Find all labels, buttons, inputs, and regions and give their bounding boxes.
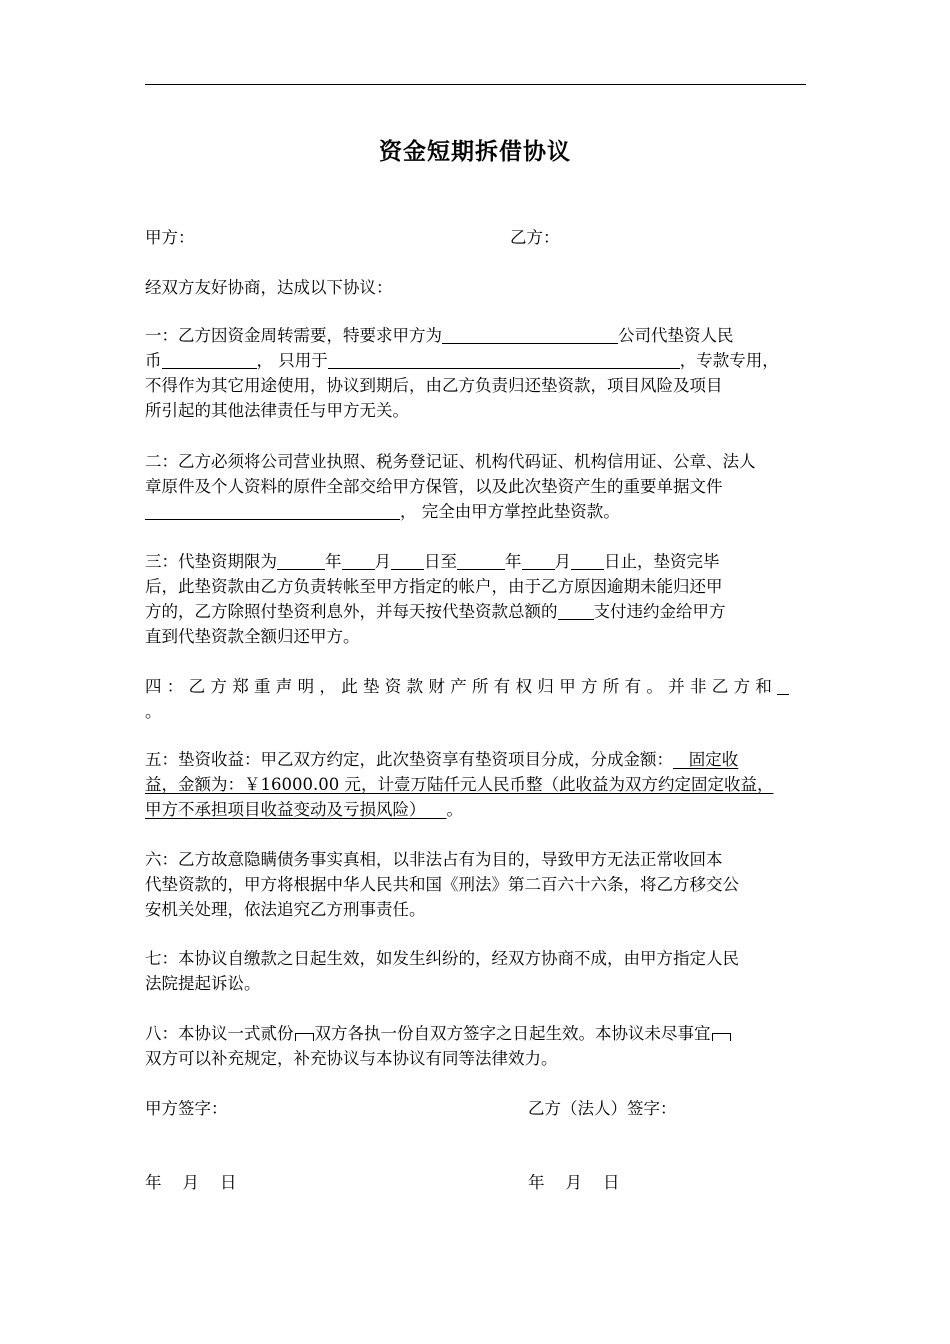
income-amount-text: 益，金额为：￥16000.00 元，计壹万陆仟元人民币整（此收益为双方约定固定收益， [145,775,774,794]
clause5-line3 [145,798,820,822]
clause4-text: 四：乙方郑重声明，此垫资款财产所有权归甲方所有。并非乙方和 [145,677,778,696]
purpose-blank[interactable] [328,351,680,369]
penalty-rate-blank[interactable] [558,602,594,620]
clause1-text: ，专款专用， [679,351,779,370]
clause3-text: 三：代垫资期限为 [145,552,277,571]
clause2-line3 [145,500,820,524]
year-label: 年 [505,552,522,571]
clause1-line4: 所引起的其他法律责任与甲方无关。 [145,401,409,420]
start-year-blank[interactable] [277,552,325,570]
clause8-text: 双方各执一份自双方签字之日起生效。本协议未尽事宜 [314,1024,711,1043]
amount-blank[interactable] [162,351,257,369]
party-a-label: 甲方： [145,228,195,247]
party-a-signature-label: 甲方签字： [145,1099,228,1118]
clause3-line3 [145,600,820,624]
party-b-label: 乙方： [510,228,560,247]
day-end-label: 日止，垫资完毕 [604,552,720,571]
clause7-line2: 法院提起诉讼。 [145,974,261,993]
income-risk-text: 甲方不承担项目收益变动及亏损风险） [145,800,447,819]
end-day-blank[interactable] [571,552,604,570]
clause3-line2: 后，此垫资款由乙方负责转帐至甲方指定的帐户，由于乙方原因逾期未能归还甲 [145,577,723,596]
fixed-income-text: 固定收 [673,750,739,769]
clause5-end: 。 [446,800,463,819]
clause5-text: 五：垫资收益：甲乙双方约定，此次垫资享有垫资项目分成，分成金额： [145,750,673,769]
end-year-blank[interactable] [457,552,505,570]
clause1-text: 一：乙方因资金周转需要，特要求甲方为 [145,326,442,345]
clause8-line2: 双方可以补充规定，补充协议与本协议有同等法律效力。 [145,1049,558,1068]
clause6-line2: 代垫资款的，甲方将根据中华人民共和国《刑法》第二百六十六条，将乙方移交公 [145,875,739,894]
day-to-label: 日至 [424,552,457,571]
year-label: 年 [325,552,342,571]
clause2-line2: 章原件及个人资料的原件全部交给甲方保管，以及此次垫资产生的重要单据文件 [145,477,723,496]
party-a-date: 年 月 日 [145,1173,237,1192]
document-title: 资金短期拆借协议 [379,138,571,165]
clause4-blank[interactable] [777,677,789,695]
clause8-text: 八：本协议一式贰份 [145,1024,294,1043]
clause4-line2: 。 [145,702,162,721]
clause8-line1 [145,1022,820,1046]
clause3-line4: 直到代垫资款全额归还甲方。 [145,627,360,646]
bracket-mark-icon [295,1033,314,1041]
clause3-line1 [145,550,820,574]
company-blank[interactable] [442,326,618,344]
clause1-text: ， 只用于 [256,351,328,370]
clause6-line3: 安机关处理，依法追究乙方刑事责任。 [145,900,426,919]
clause6-line1: 六：乙方故意隐瞒债务事实真相，以非法占有为目的，导致甲方无法正常收回本 [145,850,723,869]
clause5-line2 [145,773,820,797]
clause1-line3: 不得作为其它用途使用，协议到期后，由乙方负责归还垫资款，项目风险及项目 [145,376,723,395]
clause1-text: 币 [145,351,162,370]
party-b-date: 年 月 日 [528,1173,620,1192]
bracket-mark-icon [712,1033,731,1041]
documents-blank[interactable] [145,502,400,520]
clause2-line1: 二：乙方必须将公司营业执照、税务登记证、机构代码证、机构信用证、公章、法人 [145,452,756,471]
party-b-signature-label: 乙方（法人）签字： [528,1099,677,1118]
clause3-text: 方的，乙方除照付垫资利息外，并每天按代垫资款总额的 [145,602,558,621]
clause1-line1 [145,324,820,348]
header-rule [145,84,806,85]
start-day-blank[interactable] [391,552,424,570]
clause5-line1 [145,748,820,772]
clause4-line1 [145,675,820,699]
end-month-blank[interactable] [522,552,555,570]
month-label: 月 [374,552,391,571]
clause2-text: ， 完全由甲方掌控此垫资款。 [400,502,620,521]
intro-text: 经双方友好协商，达成以下协议： [145,278,393,297]
clause7-line1: 七：本协议自缴款之日起生效，如发生纠纷的，经双方协商不成，由甲方指定人民 [145,949,739,968]
clause1-text: 公司代垫资人民 [618,326,734,345]
month-label: 月 [554,552,571,571]
clause3-text: 支付违约金给甲方 [593,602,726,621]
clause1-line2 [145,349,820,373]
start-month-blank[interactable] [342,552,375,570]
